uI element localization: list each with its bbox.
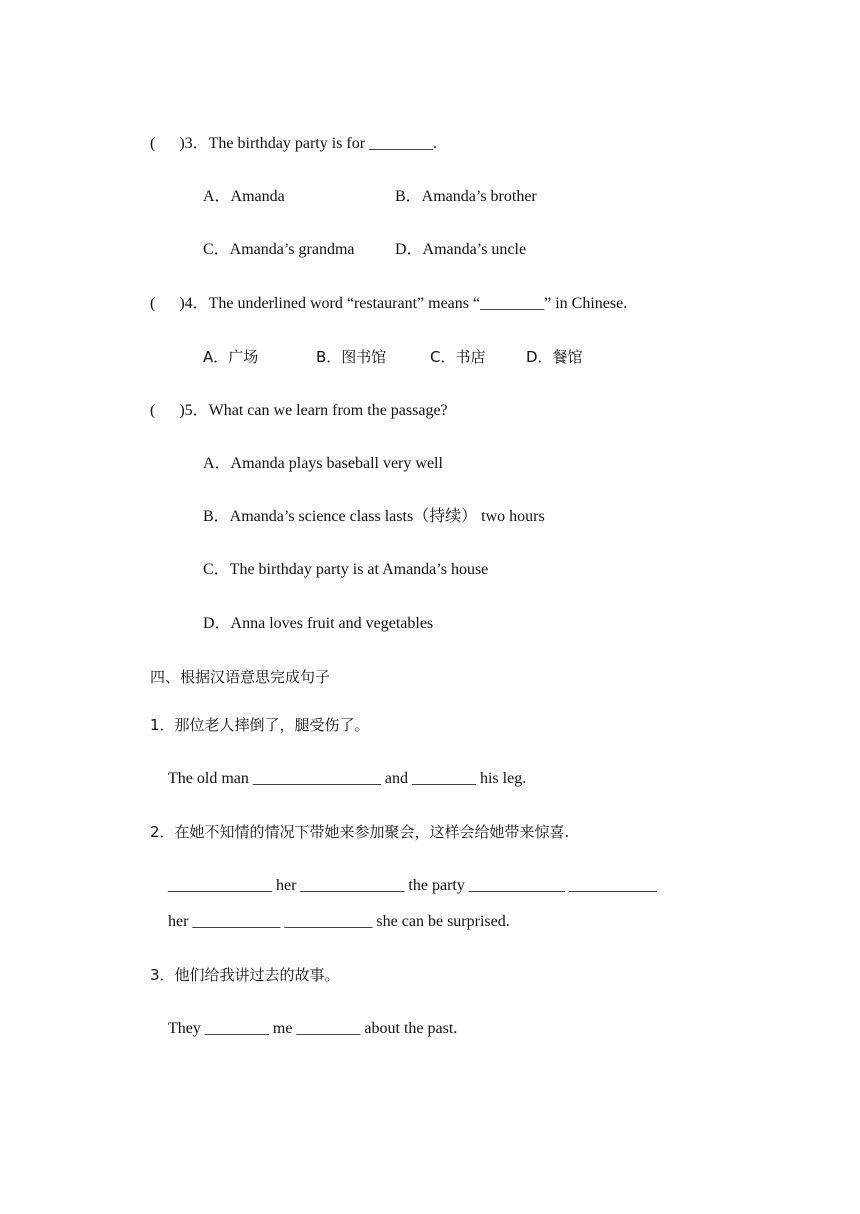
section-4-heading: 四、根据汉语意思完成句子 — [150, 668, 331, 686]
question-5-option-d: D．Anna loves fruit and vegetables — [203, 615, 434, 632]
question-5-option-b: B．Amanda’s science class lasts（持续） two hours — [203, 508, 545, 525]
question-3-option-c: C．Amanda’s grandma — [203, 241, 355, 258]
sentence-3-chinese: 3．他们给我讲过去的故事。 — [150, 966, 340, 984]
question-3-option-b: B．Amanda’s brother — [395, 188, 537, 205]
question-3-option-d: D．Amanda’s uncle — [395, 241, 527, 258]
question-5-option-a: A．Amanda plays baseball very well — [203, 455, 443, 472]
question-4-stem: ( )4．The underlined word “restaurant” means “________” in Chinese. — [150, 295, 628, 312]
sentence-2-english-line-1: _____________ her _____________ the party ____________ ___________ — [168, 877, 657, 894]
question-5-stem: ( )5．What can we learn from the passage? — [150, 402, 448, 419]
question-4-option-b: B．图书馆 — [316, 348, 387, 366]
question-4-option-d: D．餐馆 — [526, 348, 583, 366]
sentence-2-chinese: 2．在她不知情的情况下带她来参加聚会，这样会给她带来惊喜. — [150, 823, 570, 841]
sentence-3-english: They ________ me ________ about the past. — [168, 1020, 458, 1037]
question-4-option-c: C．书店 — [430, 348, 486, 366]
sentence-1-chinese: 1．那位老人摔倒了，腿受伤了。 — [150, 716, 370, 734]
question-4-option-a: A．广场 — [203, 348, 259, 366]
question-3-option-a: A．Amanda — [203, 188, 285, 205]
question-5-option-c: C．The birthday party is at Amanda’s house — [203, 561, 489, 578]
sentence-1-english: The old man ________________ and ________ his leg. — [168, 770, 527, 787]
sentence-2-english-line-2: her ___________ ___________ she can be surprised. — [168, 913, 510, 930]
question-3-stem: ( )3．The birthday party is for ________. — [150, 135, 438, 152]
